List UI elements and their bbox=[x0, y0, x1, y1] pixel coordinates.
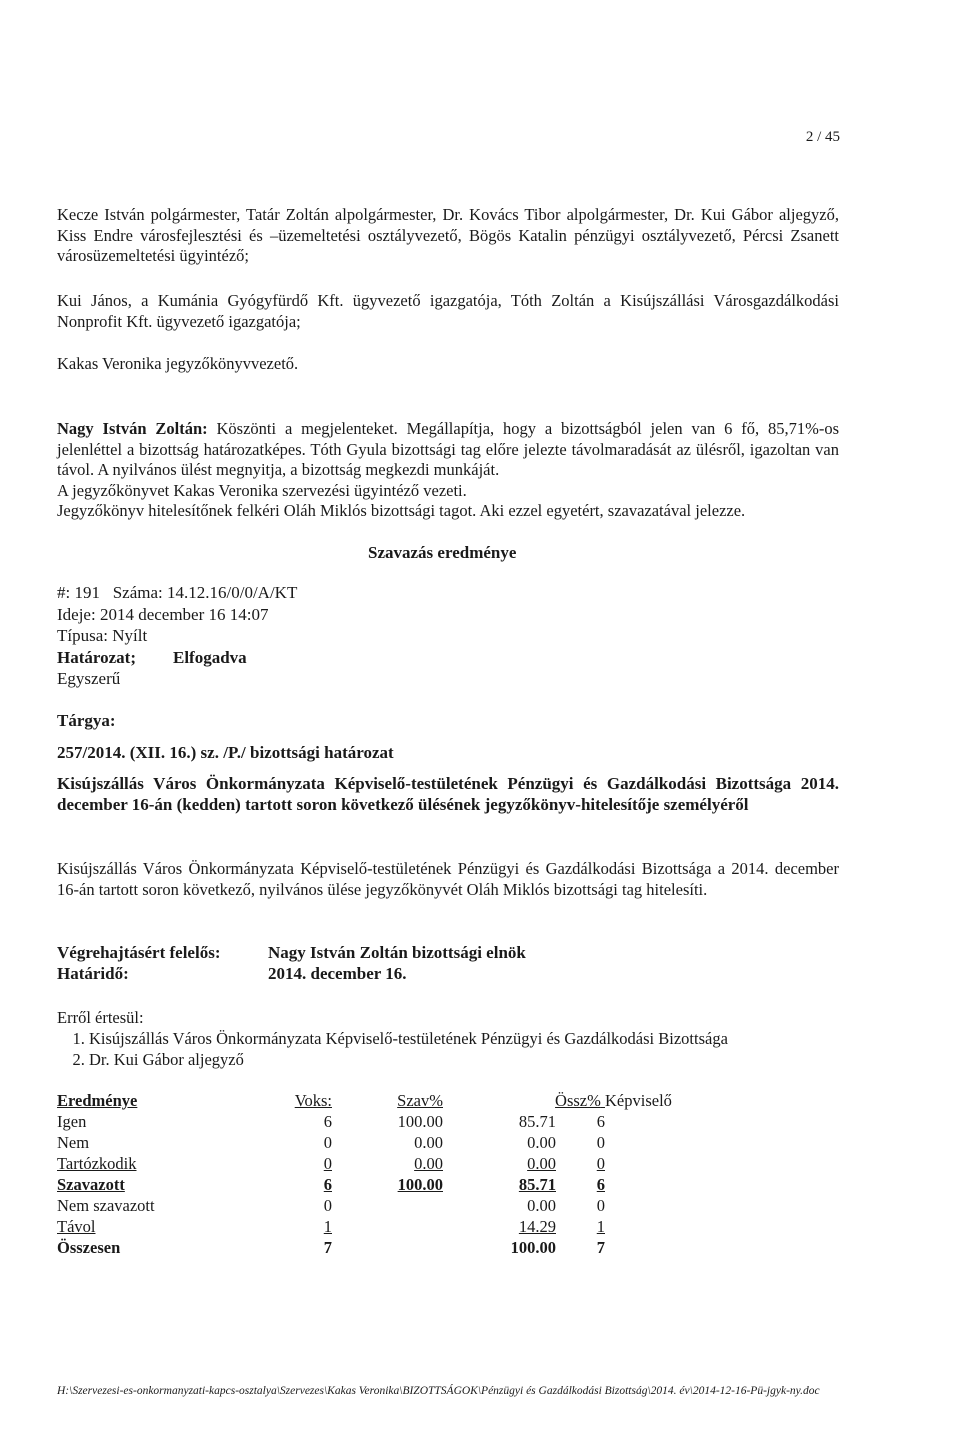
resolution-body: Kisújszállás Város Önkormányzata Képviselő-testületének Pénzügyi és Gazdálkodási Bizottsága a 2014. december 16-án tartott soron következő, nyilvános ülése jegyzőkönyvét Oláh Miklós bizottsági tag hitelesíti. bbox=[57, 859, 839, 899]
vote-simple-line: Egyszerű bbox=[57, 669, 121, 688]
decision-label: Határozat; bbox=[57, 647, 136, 667]
responsible-value: Nagy István Zoltán bizottsági elnök bbox=[268, 943, 526, 962]
header-vote-percent: Szav% bbox=[397, 1091, 443, 1110]
header-result: Eredménye bbox=[57, 1091, 138, 1110]
attendees-paragraph-1: Kecze István polgármester, Tatár Zoltán alpolgármester, Dr. Kovács Tibor alpolgármester, Dr. Kui Gábor aljegyző, Kiss Endre városfejlesztési és –üzemeltetési osztályvezető, Bögös Katalin pénzügyi osztályvezető, Pércsi Zsanett városüzemeltetési ügyintéző; bbox=[57, 205, 839, 265]
notify-block bbox=[57, 1007, 728, 1070]
vote-decision-line bbox=[57, 647, 297, 669]
header-total-percent: Össz% Képviselő bbox=[555, 1091, 672, 1110]
table-row: Tartózkodik 0 0.00 0.00 0 bbox=[57, 1154, 605, 1173]
responsible-label: Végrehajtásért felelős: bbox=[57, 943, 221, 962]
table-row: Szavazott 6 100.00 85.71 6 bbox=[57, 1175, 605, 1194]
resolution-number: 257/2014. (XII. 16.) sz. /P./ bizottsági határozat bbox=[57, 743, 394, 762]
table-row: Nem 0 0.00 0.00 0 bbox=[57, 1133, 605, 1152]
attendees-paragraph-3: Kakas Veronika jegyzőkönyvvezető. bbox=[57, 354, 299, 373]
vote-date-line: Ideje: 2014 december 16 14:07 bbox=[57, 604, 269, 624]
responsible-block bbox=[57, 942, 526, 984]
table-header-row bbox=[57, 1090, 605, 1111]
resolution-title: Kisújszállás Város Önkormányzata Képviselő-testületének Pénzügyi és Gazdálkodási Bizottsága 2014. december 16-án (kedden) tartott soron következő ülésének jegyzőkönyv-hitelesítője személyéről bbox=[57, 774, 839, 814]
deadline-value: 2014. december 16. bbox=[268, 964, 407, 983]
vote-heading: Szavazás eredménye bbox=[368, 543, 517, 562]
deadline-label: Határidő: bbox=[57, 964, 129, 983]
speaker-name: Nagy István Zoltán: bbox=[57, 419, 208, 438]
vote-results-table bbox=[57, 1090, 672, 1258]
vote-number-line: #: 191 Száma: 14.12.16/0/0/A/KT bbox=[57, 583, 298, 602]
table-row: Távol 1 14.29 1 bbox=[57, 1217, 605, 1236]
opening-section bbox=[57, 419, 839, 522]
footer-file-path: H:\Szervezesi-es-onkormanyzati-kapcs-osztalya\Szervezes\Kakas Veronika\BIZOTTSÁGOK\Pénzügyi és Gazdálkodási Bizottság\2014. év\2014-12-16-Pü-jgyk-ny.doc bbox=[57, 1385, 820, 1397]
resolution-block bbox=[57, 742, 839, 815]
vote-type-line: Típusa: Nyílt bbox=[57, 626, 148, 645]
subject-label: Tárgya: bbox=[57, 711, 116, 730]
notify-label: Erről értesül: bbox=[57, 1008, 144, 1027]
opening-text: Köszönti a megjelenteket. Megállapítja, hogy a bizottságból jelen van 6 fő, 85,71%-os jelenléttel a bizottság határozatképes. Tóth Gyula bizottsági tag előre jelezte távolmaradását az ülésről, igazoltan van távol. A nyilvános ülést megnyitja, a bizottság megkezdi munkáját. bbox=[57, 419, 840, 479]
notify-item: 1. Kisújszállás Város Önkormányzata Képviselő-testületének Pénzügyi és Gazdálkodási Bizottsága bbox=[89, 1028, 728, 1049]
notify-list bbox=[57, 1028, 728, 1070]
authenticator-line: Jegyzőkönyv hitelesítőnek felkéri Oláh Miklós bizottsági tagot. Aki ezzel egyetért, szavazatával jelezze. bbox=[57, 501, 746, 520]
page-number: 2 / 45 bbox=[805, 129, 840, 145]
header-votes: Voks: bbox=[294, 1091, 332, 1110]
table-row: Igen 6 100.00 85.71 6 bbox=[57, 1112, 605, 1131]
table-row: Összesen 7 100.00 7 bbox=[57, 1238, 605, 1257]
table-row: Nem szavazott 0 0.00 0 bbox=[57, 1196, 605, 1215]
notify-item: 2. Dr. Kui Gábor aljegyző bbox=[89, 1049, 728, 1070]
vote-meta bbox=[57, 582, 297, 690]
minutes-keeper-line: A jegyzőkönyvet Kakas Veronika szervezési ügyintéző vezeti. bbox=[57, 480, 467, 500]
decision-value: Elfogadva bbox=[173, 647, 247, 667]
attendees-paragraph-2: Kui János, a Kumánia Gyógyfürdő Kft. ügyvezető igazgatója, Tóth Zoltán a Kisújszállási Városgazdálkodási Nonprofit Kft. ügyvezető igazgatója; bbox=[57, 291, 839, 331]
